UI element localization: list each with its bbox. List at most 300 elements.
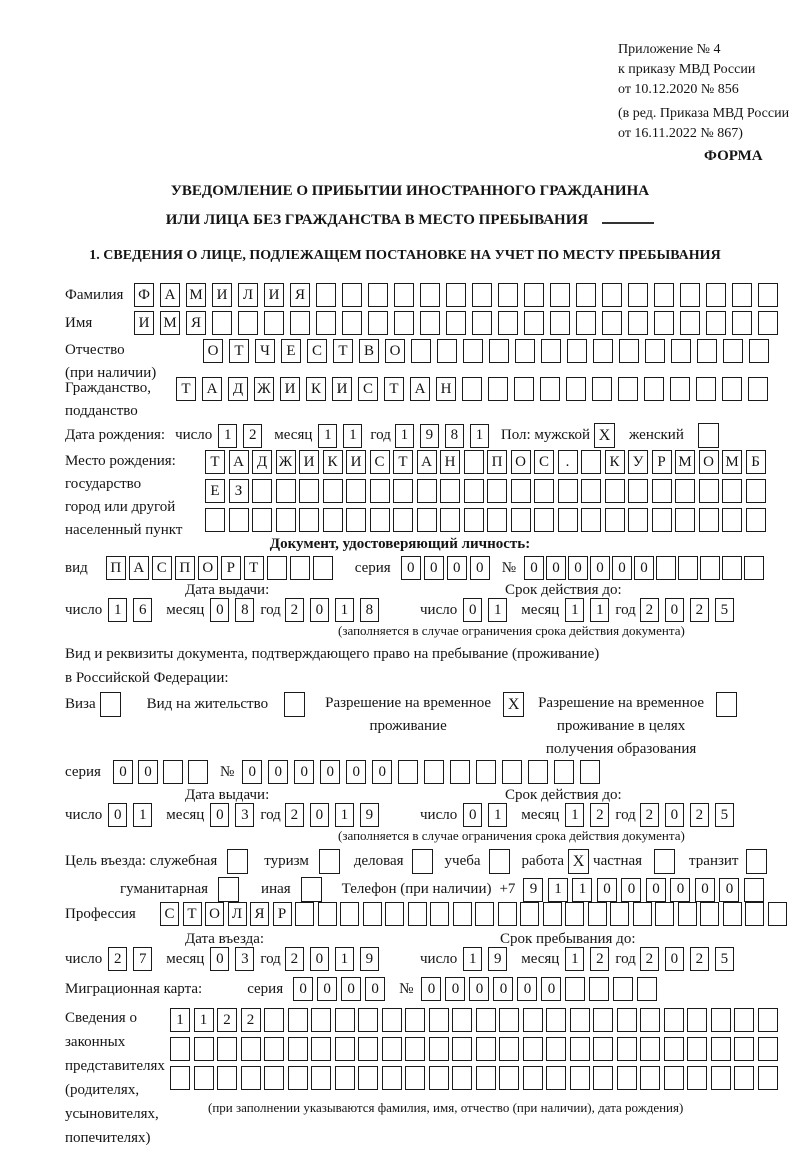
char-box: 0 — [294, 760, 314, 784]
birth-date-label: Дата рождения: — [65, 427, 166, 443]
char-box — [706, 283, 726, 307]
char-box — [706, 311, 726, 335]
char-box: Я — [290, 283, 310, 307]
stay-doc-line2: в Российской Федерации: — [65, 670, 229, 686]
char-box — [446, 283, 466, 307]
char-box — [476, 1066, 496, 1090]
char-box: Р — [652, 450, 672, 474]
char-box: И — [332, 377, 352, 401]
legal-reps-row1 — [170, 1008, 778, 1032]
year-label: год — [260, 950, 281, 967]
char-box: Ж — [276, 450, 296, 474]
stay-valid-month-boxes — [565, 803, 609, 827]
profession-boxes — [160, 902, 787, 926]
char-box: 1 — [318, 424, 337, 448]
char-box — [335, 1037, 355, 1061]
char-box — [487, 508, 507, 532]
day-label: число — [420, 806, 458, 823]
day-label: число — [65, 950, 103, 967]
char-box — [323, 479, 343, 503]
series-label: серия — [354, 559, 391, 576]
char-box — [511, 479, 531, 503]
char-box — [619, 339, 639, 363]
char-box — [617, 1037, 637, 1061]
char-box — [628, 479, 648, 503]
char-box — [267, 556, 287, 580]
char-box: И — [299, 450, 319, 474]
char-box — [722, 508, 742, 532]
char-box: П — [175, 556, 195, 580]
temp-residence-label-line1: Разрешение на временное — [325, 695, 492, 711]
char-box: 0 — [719, 878, 739, 902]
char-box — [613, 977, 633, 1001]
annex-line: Приложение № 4 — [618, 42, 721, 57]
citizenship-label-line1: Гражданство, — [65, 380, 152, 396]
surname-boxes — [134, 283, 778, 307]
month-label: месяц — [521, 950, 560, 967]
char-box — [758, 1037, 778, 1061]
mig-number-boxes — [421, 977, 657, 1001]
char-box — [408, 902, 427, 926]
given-name-row — [65, 311, 778, 335]
temp-residence-label-line2: проживание — [369, 718, 447, 734]
char-box: 1 — [565, 598, 584, 622]
char-box: С — [534, 450, 554, 474]
char-box — [342, 311, 362, 335]
char-box: 0 — [695, 878, 715, 902]
stay-doc-series-row — [65, 760, 600, 784]
char-box — [711, 1008, 731, 1032]
series-label: серия — [247, 980, 284, 997]
char-box — [570, 1066, 590, 1090]
char-box — [405, 1037, 425, 1061]
char-box — [628, 283, 648, 307]
char-box: 0 — [242, 760, 262, 784]
day-label: число — [175, 427, 213, 443]
char-box — [241, 1037, 261, 1061]
char-box — [680, 311, 700, 335]
char-box: 1 — [590, 598, 609, 622]
purpose-row2 — [120, 877, 764, 902]
char-box: К — [605, 450, 625, 474]
char-box: 1 — [463, 947, 482, 971]
char-box: Н — [440, 450, 460, 474]
char-box: 1 — [572, 878, 592, 902]
citizenship-label — [65, 377, 176, 423]
given-name-label: Имя — [65, 314, 93, 331]
char-box — [464, 479, 484, 503]
transit-label: транзит — [689, 853, 739, 869]
char-box — [498, 283, 518, 307]
char-box: К — [306, 377, 326, 401]
char-box — [520, 902, 539, 926]
birth-day-boxes — [218, 424, 262, 448]
year-label: год — [260, 601, 281, 618]
char-box: О — [205, 902, 224, 926]
char-box — [311, 1008, 331, 1032]
purpose-official-label: Цель въезда: служебная — [65, 853, 218, 869]
visa-checkbox — [100, 692, 121, 717]
char-box — [368, 311, 388, 335]
char-box — [640, 1066, 660, 1090]
private-checkbox — [654, 849, 675, 874]
char-box — [637, 977, 657, 1001]
legal-reps-label-line5: усыновителях, — [65, 1106, 159, 1122]
char-box: О — [385, 339, 405, 363]
char-box: 9 — [360, 803, 379, 827]
char-box — [711, 1066, 731, 1090]
char-box — [656, 556, 676, 580]
char-box — [316, 311, 336, 335]
char-box — [264, 1008, 284, 1032]
birth-place-label-line4: населенный пункт — [65, 522, 183, 538]
char-box: 2 — [640, 947, 659, 971]
char-box — [452, 1066, 472, 1090]
char-box — [546, 1008, 566, 1032]
char-box — [476, 1037, 496, 1061]
stay-until-month-boxes — [565, 947, 609, 971]
temp-residence-edu-label — [538, 692, 704, 761]
surname-label: Фамилия — [65, 286, 124, 303]
char-box — [664, 1066, 684, 1090]
char-box: Е — [281, 339, 301, 363]
citizenship-boxes — [176, 377, 768, 401]
char-box — [593, 1066, 613, 1090]
char-box: Ч — [255, 339, 275, 363]
char-box: Л — [238, 283, 258, 307]
char-box — [288, 1008, 308, 1032]
char-box — [570, 1037, 590, 1061]
char-box — [370, 508, 390, 532]
char-box: С — [160, 902, 179, 926]
char-box: Л — [228, 902, 247, 926]
char-box: 2 — [285, 598, 304, 622]
legal-reps-label-line6: попечителях) — [65, 1130, 151, 1146]
char-box — [675, 508, 695, 532]
id-issue-date-row — [65, 598, 379, 622]
char-box: 8 — [360, 598, 379, 622]
temp-residence-edu-label-line2: проживание в целях — [556, 718, 686, 734]
birth-year-boxes — [395, 424, 489, 448]
char-box — [671, 339, 691, 363]
stay-issue-month-boxes — [210, 803, 254, 827]
blank-line — [602, 207, 654, 224]
char-box: 3 — [235, 803, 254, 827]
page-title-line2-text: ИЛИ ЛИЦА БЕЗ ГРАЖДАНСТВА В МЕСТО ПРЕБЫВАНИЯ — [165, 212, 589, 228]
entry-day-boxes — [108, 947, 152, 971]
char-box: 0 — [568, 556, 588, 580]
char-box — [558, 479, 578, 503]
char-box — [541, 339, 561, 363]
char-box — [217, 1066, 237, 1090]
char-box — [699, 508, 719, 532]
char-box — [723, 339, 743, 363]
char-box: З — [229, 479, 249, 503]
stay-doc-line1: Вид и реквизиты документа, подтверждающего право на пребывание (проживание) — [65, 646, 600, 662]
char-box: Ф — [134, 283, 154, 307]
profession-row — [65, 902, 787, 926]
char-box — [543, 902, 562, 926]
char-box — [576, 283, 596, 307]
number-label: № — [219, 763, 235, 780]
char-box: 0 — [546, 556, 566, 580]
char-box — [618, 377, 638, 401]
char-box — [580, 760, 600, 784]
char-box — [499, 1008, 519, 1032]
char-box — [576, 311, 596, 335]
stay-doc-types-row — [65, 692, 737, 761]
other-checkbox — [301, 877, 322, 902]
char-box — [617, 1066, 637, 1090]
stay-issue-date-label: Дата выдачи: — [185, 787, 270, 803]
temp-residence-edu-checkbox — [716, 692, 737, 717]
day-label: число — [65, 601, 103, 618]
char-box — [652, 508, 672, 532]
legal-reps-row2 — [170, 1037, 778, 1061]
day-label: число — [420, 950, 458, 967]
day-label: число — [65, 806, 103, 823]
char-box: 0 — [317, 977, 337, 1001]
char-box — [565, 977, 585, 1001]
char-box: А — [129, 556, 149, 580]
legal-reps-label-line1: Сведения о — [65, 1010, 137, 1026]
amendment-line: от 16.11.2022 № 867) — [618, 126, 743, 141]
temp-residence-edu-label-line3: получения образования — [545, 741, 697, 757]
profession-label: Профессия — [65, 905, 136, 922]
number-label: № — [399, 980, 414, 997]
tourism-label: туризм — [264, 853, 309, 869]
legal-reps-label-line3: представителях — [65, 1058, 165, 1074]
char-box — [524, 283, 544, 307]
char-box — [452, 1037, 472, 1061]
stay-issue-day-boxes — [108, 803, 152, 827]
char-box: 2 — [690, 803, 709, 827]
char-box — [581, 479, 601, 503]
citizenship-row — [65, 377, 768, 423]
patronymic-label-line2: (при наличии) — [65, 365, 157, 381]
char-box — [502, 760, 522, 784]
char-box: 1 — [395, 424, 414, 448]
char-box — [382, 1008, 402, 1032]
char-box — [241, 1066, 261, 1090]
char-box — [605, 508, 625, 532]
stay-number-boxes — [242, 760, 600, 784]
char-box: 0 — [665, 947, 684, 971]
char-box — [758, 311, 778, 335]
char-box — [323, 508, 343, 532]
char-box: Т — [205, 450, 225, 474]
char-box: 0 — [320, 760, 340, 784]
char-box: Я — [186, 311, 206, 335]
char-box: 1 — [335, 598, 354, 622]
char-box — [678, 902, 697, 926]
char-box — [644, 377, 664, 401]
char-box — [581, 450, 601, 474]
business-label: деловая — [353, 853, 404, 869]
form-label: ФОРМА — [704, 148, 763, 164]
char-box — [188, 760, 208, 784]
stay-valid-date-row — [420, 803, 734, 827]
stay-series-boxes — [113, 760, 208, 784]
sex-male-label: Пол: мужской — [500, 427, 591, 443]
char-box: Т — [384, 377, 404, 401]
char-box: 0 — [621, 878, 641, 902]
char-box — [385, 902, 404, 926]
char-box — [758, 283, 778, 307]
char-box — [700, 556, 720, 580]
year-label: год — [370, 427, 391, 443]
char-box: 0 — [424, 556, 444, 580]
stay-issue-date-row — [65, 803, 379, 827]
char-box — [205, 508, 225, 532]
char-box: 1 — [335, 803, 354, 827]
char-box: 0 — [665, 598, 684, 622]
char-box — [633, 902, 652, 926]
char-box: А — [417, 450, 437, 474]
month-label: месяц — [521, 806, 560, 823]
char-box — [700, 902, 719, 926]
char-box: О — [203, 339, 223, 363]
legal-reps-label-line4: (родителях, — [65, 1082, 140, 1098]
char-box — [524, 311, 544, 335]
char-box: И — [264, 283, 284, 307]
char-box — [170, 1066, 190, 1090]
char-box: 0 — [670, 878, 690, 902]
char-box: 0 — [293, 977, 313, 1001]
patronymic-label-line1: Отчество — [65, 342, 125, 358]
char-box — [472, 283, 492, 307]
char-box — [523, 1066, 543, 1090]
annex-block — [618, 40, 789, 144]
char-box — [437, 339, 457, 363]
char-box — [170, 1037, 190, 1061]
char-box: 0 — [469, 977, 489, 1001]
char-box — [393, 479, 413, 503]
char-box: 1 — [194, 1008, 214, 1032]
char-box — [358, 1066, 378, 1090]
char-box — [499, 1066, 519, 1090]
char-box — [316, 283, 336, 307]
char-box: 0 — [493, 977, 513, 1001]
char-box: А — [229, 450, 249, 474]
char-box — [411, 339, 431, 363]
char-box — [628, 311, 648, 335]
char-box: 1 — [488, 803, 507, 827]
char-box: 2 — [241, 1008, 261, 1032]
legal-reps-boxes-2 — [170, 1037, 778, 1061]
annex-line: к приказу МВД России — [618, 62, 756, 77]
char-box — [640, 1008, 660, 1032]
char-box — [295, 902, 314, 926]
id-valid-year-boxes — [640, 598, 734, 622]
residence-permit-checkbox — [284, 692, 305, 717]
char-box: 0 — [445, 977, 465, 1001]
char-box — [417, 479, 437, 503]
year-label: год — [615, 806, 636, 823]
char-box — [194, 1066, 214, 1090]
char-box: С — [152, 556, 172, 580]
char-box: Р — [221, 556, 241, 580]
char-box: Д — [252, 450, 272, 474]
char-box — [758, 1008, 778, 1032]
temp-residence-checkbox: X — [503, 692, 524, 717]
birth-place-label-line3: город или другой — [65, 499, 176, 515]
birth-place-label-line1: Место рождения: — [65, 453, 176, 469]
birth-place-label-line2: государство — [65, 476, 142, 492]
char-box — [464, 508, 484, 532]
birth-place-boxes-3 — [205, 508, 766, 532]
birth-place-boxes-2 — [205, 479, 766, 503]
char-box: 0 — [210, 598, 229, 622]
char-box — [554, 760, 574, 784]
char-box: 1 — [488, 598, 507, 622]
char-box: 0 — [401, 556, 421, 580]
char-box: 2 — [108, 947, 127, 971]
migration-card-row — [65, 977, 657, 1001]
char-box — [475, 902, 494, 926]
transit-checkbox — [746, 849, 767, 874]
char-box: 2 — [690, 947, 709, 971]
purpose-official-checkbox — [227, 849, 248, 874]
char-box — [382, 1066, 402, 1090]
annex-line: от 10.12.2020 № 856 — [618, 82, 739, 97]
char-box: 6 — [133, 598, 152, 622]
female-checkbox — [698, 423, 719, 448]
char-box: 5 — [715, 598, 734, 622]
char-box — [746, 508, 766, 532]
identity-doc-row — [65, 556, 764, 580]
char-box: 8 — [445, 424, 464, 448]
char-box: 0 — [646, 878, 666, 902]
char-box — [722, 377, 742, 401]
number-label: № — [501, 559, 516, 576]
char-box: О — [198, 556, 218, 580]
phone-boxes — [523, 878, 764, 902]
char-box: 1 — [170, 1008, 190, 1032]
char-box — [617, 1008, 637, 1032]
char-box: С — [370, 450, 390, 474]
char-box: 0 — [541, 977, 561, 1001]
char-box — [654, 283, 674, 307]
char-box — [217, 1037, 237, 1061]
char-box: 0 — [346, 760, 366, 784]
month-label: месяц — [166, 806, 205, 823]
private-label: частная — [593, 853, 643, 869]
char-box — [748, 377, 768, 401]
char-box: 9 — [488, 947, 507, 971]
char-box — [678, 556, 698, 580]
char-box: Т — [393, 450, 413, 474]
char-box — [567, 339, 587, 363]
char-box: 2 — [217, 1008, 237, 1032]
surname-row — [65, 283, 778, 307]
char-box — [346, 508, 366, 532]
char-box: 1 — [218, 424, 237, 448]
entry-month-boxes — [210, 947, 254, 971]
migration-card-label: Миграционная карта: — [65, 980, 203, 997]
id-valid-month-boxes — [565, 598, 609, 622]
char-box — [264, 311, 284, 335]
char-box: 1 — [133, 803, 152, 827]
char-box: 1 — [108, 598, 127, 622]
humanitarian-checkbox — [218, 877, 239, 902]
char-box: 0 — [113, 760, 133, 784]
char-box — [370, 479, 390, 503]
temp-residence-edu-label-line1: Разрешение на временное — [538, 695, 705, 711]
char-box — [453, 902, 472, 926]
month-label: месяц — [166, 950, 205, 967]
char-box: 2 — [285, 803, 304, 827]
